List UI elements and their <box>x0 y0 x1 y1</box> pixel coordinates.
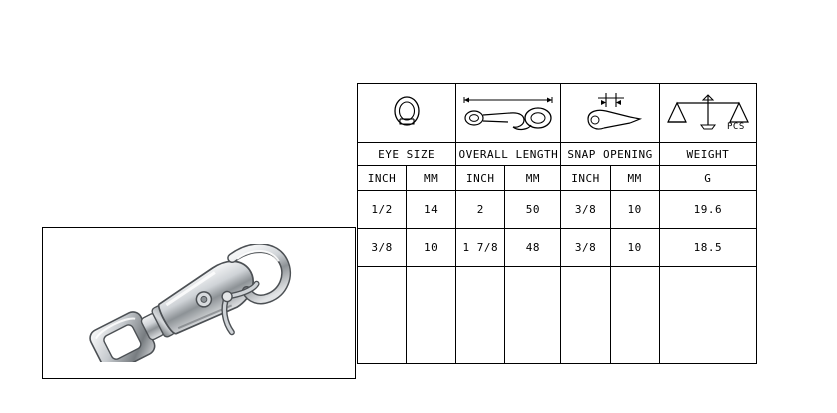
overall-length-icon <box>456 84 561 143</box>
table-empty-row <box>358 267 757 364</box>
cell-length-mm: 48 <box>505 229 561 267</box>
cell-length-inch: 2 <box>456 191 505 229</box>
table-row <box>358 191 757 229</box>
empty-cell <box>358 267 407 364</box>
cell-snap-mm: 10 <box>610 191 659 229</box>
empty-cell <box>659 267 756 364</box>
cell-eye-mm: 10 <box>407 229 456 267</box>
cell-length-inch: 1 7/8 <box>456 229 505 267</box>
table-unit-row <box>358 166 757 191</box>
table-row <box>358 229 757 267</box>
unit-snap-mm: MM <box>610 166 659 191</box>
cell-length-mm: 50 <box>505 191 561 229</box>
product-image-box <box>42 227 356 379</box>
cell-eye-inch: 1/2 <box>358 191 407 229</box>
snap-opening-icon <box>561 84 659 143</box>
cell-weight-g: 19.6 <box>659 191 756 229</box>
cell-eye-mm: 14 <box>407 191 456 229</box>
specification-table <box>357 83 757 364</box>
eye-size-icon <box>358 84 456 143</box>
unit-snap-inch: INCH <box>561 166 610 191</box>
cell-snap-inch: 3/8 <box>561 229 610 267</box>
group-label-snap-opening: SNAP OPENING <box>561 143 659 166</box>
empty-cell <box>505 267 561 364</box>
empty-cell <box>610 267 659 364</box>
cell-snap-inch: 3/8 <box>561 191 610 229</box>
unit-eye-inch: INCH <box>358 166 407 191</box>
unit-length-mm: MM <box>505 166 561 191</box>
unit-eye-mm: MM <box>407 166 456 191</box>
empty-cell <box>561 267 610 364</box>
cell-eye-inch: 3/8 <box>358 229 407 267</box>
cell-weight-g: 18.5 <box>659 229 756 267</box>
empty-cell <box>456 267 505 364</box>
unit-weight-g: G <box>659 166 756 191</box>
swivel-snap-hook-icon <box>77 244 321 362</box>
group-label-eye-size: EYE SIZE <box>358 143 456 166</box>
table-icon-row <box>358 84 757 143</box>
unit-length-inch: INCH <box>456 166 505 191</box>
weight-scale-icon <box>659 84 756 143</box>
weight-pcs-label: PCS <box>726 122 745 132</box>
empty-cell <box>407 267 456 364</box>
group-label-weight: WEIGHT <box>659 143 756 166</box>
group-label-overall-length: OVERALL LENGTH <box>456 143 561 166</box>
table-group-row <box>358 143 757 166</box>
cell-snap-mm: 10 <box>610 229 659 267</box>
